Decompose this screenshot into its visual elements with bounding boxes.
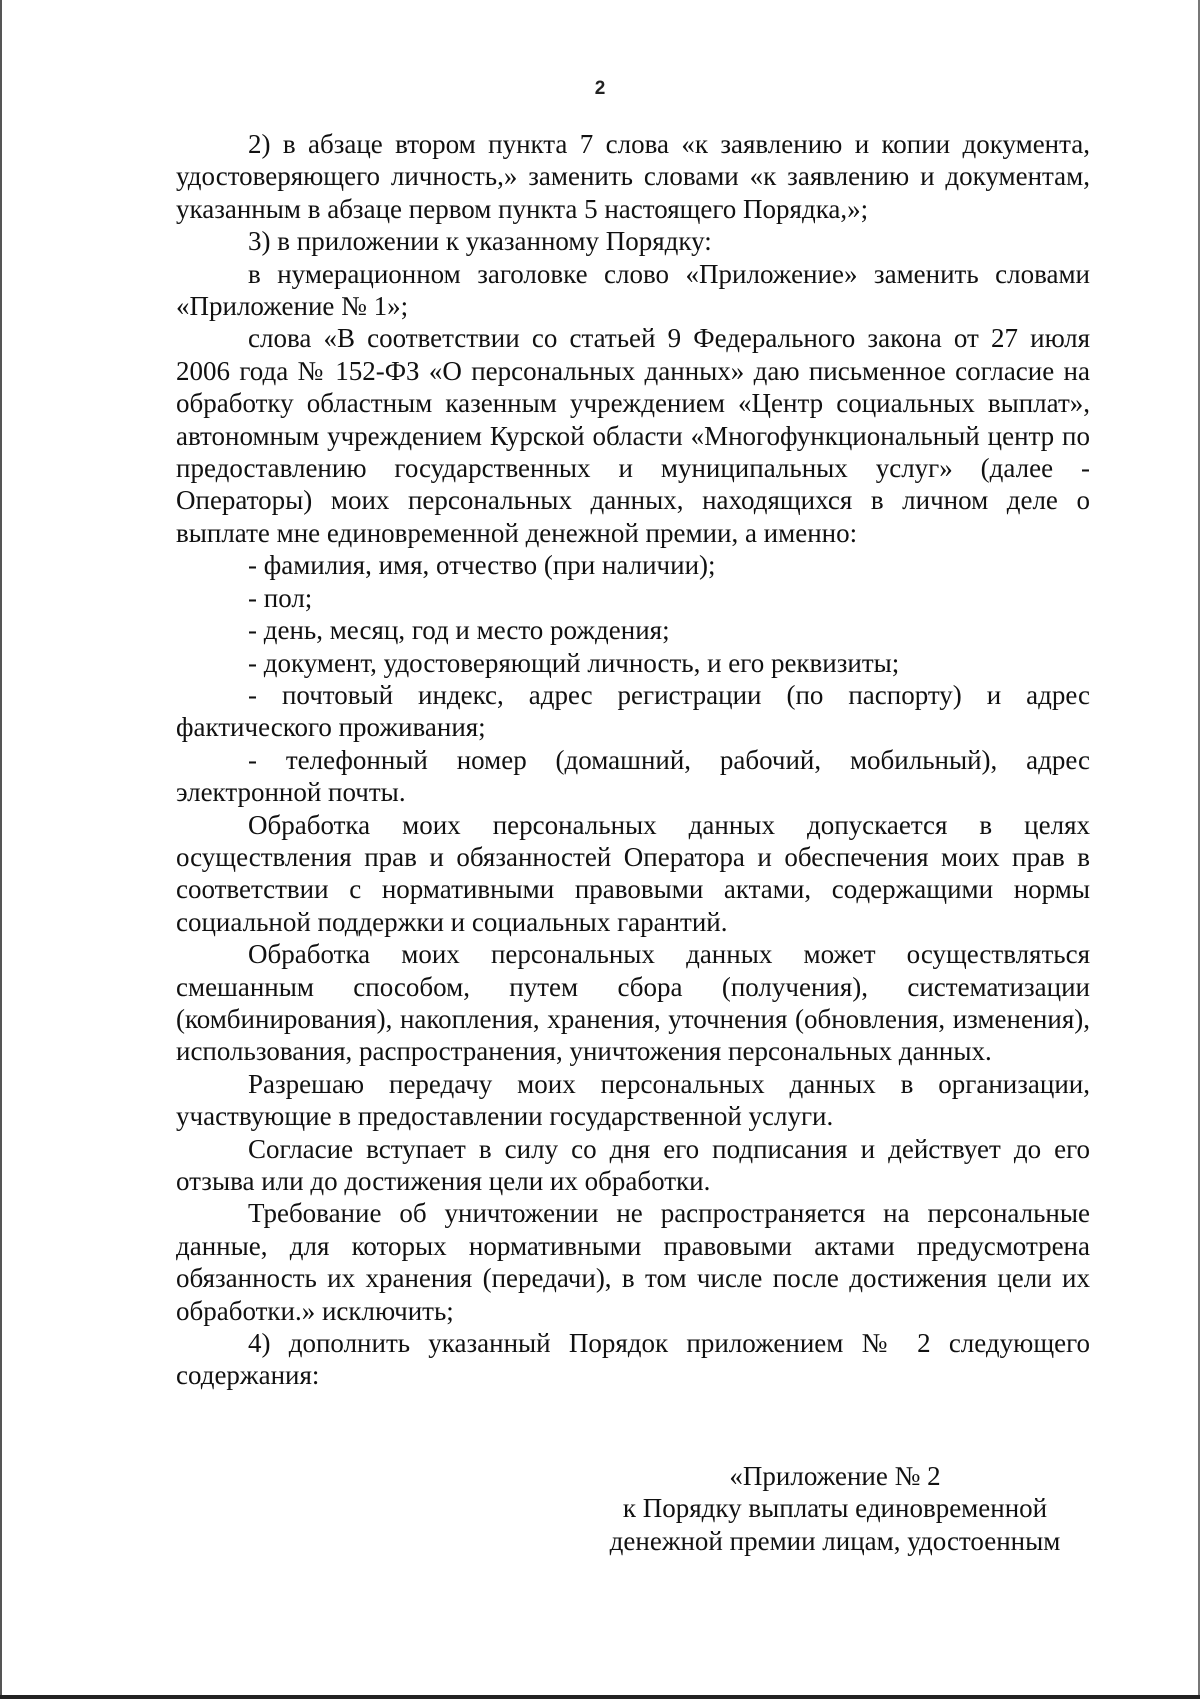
scan-edge-left: [0, 0, 2, 1699]
appendix-header-line: «Приложение № 2: [729, 1461, 941, 1491]
list-item: - почтовый индекс, адрес регистрации (по паспорту) и адрес фактического проживания;: [176, 679, 1090, 743]
list-item: - телефонный номер (домашний, рабочий, мобильный), адрес электронной почты.: [176, 744, 1090, 808]
list-item: - фамилия, имя, отчество (при наличии);: [248, 550, 716, 581]
appendix-header: [560, 1460, 1110, 1557]
paragraph: Обработка моих персональных данных может осуществляться смешанным способом, путем сбора (получения), систематизации (комбинирования), накопления, хранения, уточнения (обновления, изменения), использования, распространения, уничтожения персональных данных.: [176, 939, 1090, 1067]
document-body: [176, 128, 1090, 1392]
scan-edge-bottom: [0, 1695, 1200, 1699]
paragraph: Разрешаю передачу моих персональных данных в организации, участвующие в предоставлении государственной услуги.: [176, 1068, 1090, 1132]
paragraph: слова «В соответствии со статьей 9 Федерального закона от 27 июля 2006 года № 152-ФЗ «О персональных данных» даю письменное согласие на обработку областным казенным учреждением «Центр социальных выплат», автономным учреждением Курской области «Многофункциональный центр по предоставлению государственных и муниципальных услуг» (далее - Операторы) моих персональных данных, находящихся в личном деле о выплате мне единовременной денежной премии, а именно:: [176, 323, 1090, 548]
list-item: - день, месяц, год и место рождения;: [248, 615, 670, 646]
paragraph: в нумерационном заголовке слово «Приложение» заменить словами «Приложение № 1»;: [176, 258, 1090, 322]
appendix-header-line: к Порядку выплаты единовременной: [622, 1493, 1048, 1524]
list-item: - документ, удостоверяющий личность, и его реквизиты;: [248, 647, 900, 678]
paragraph: 2) в абзаце втором пункта 7 слова «к заявлению и копии документа, удостоверяющего личность,» заменить словами «к заявлению и документам, указанным в абзаце первом пункта 5 настоящего Порядка,»;: [176, 129, 1090, 224]
paragraph: 4) дополнить указанный Порядок приложением № 2 следующего содержания:: [176, 1328, 1090, 1391]
paragraph: Требование об уничтожении не распространяется на персональные данные, для которых нормативными правовыми актами предусмотрена обязанность их хранения (передачи), в том числе после достижения цели их обработки.» исключить;: [176, 1198, 1090, 1326]
paragraph: 3) в приложении к указанному Порядку:: [248, 226, 712, 257]
list-item: - пол;: [248, 582, 313, 613]
paragraph: Согласие вступает в силу со дня его подписания и действует до его отзыва или до достижения цели их обработки.: [176, 1133, 1090, 1196]
appendix-header-line: денежной премии лицам, удостоенным: [609, 1525, 1061, 1556]
paragraph: Обработка моих персональных данных допускается в целях осуществления прав и обязанностей Оператора и обеспечения моих прав в соответствии с нормативными правовыми актами, содержащими нормы социальной поддержки и социальных гарантий.: [176, 809, 1090, 937]
page-number: 2: [594, 78, 606, 99]
